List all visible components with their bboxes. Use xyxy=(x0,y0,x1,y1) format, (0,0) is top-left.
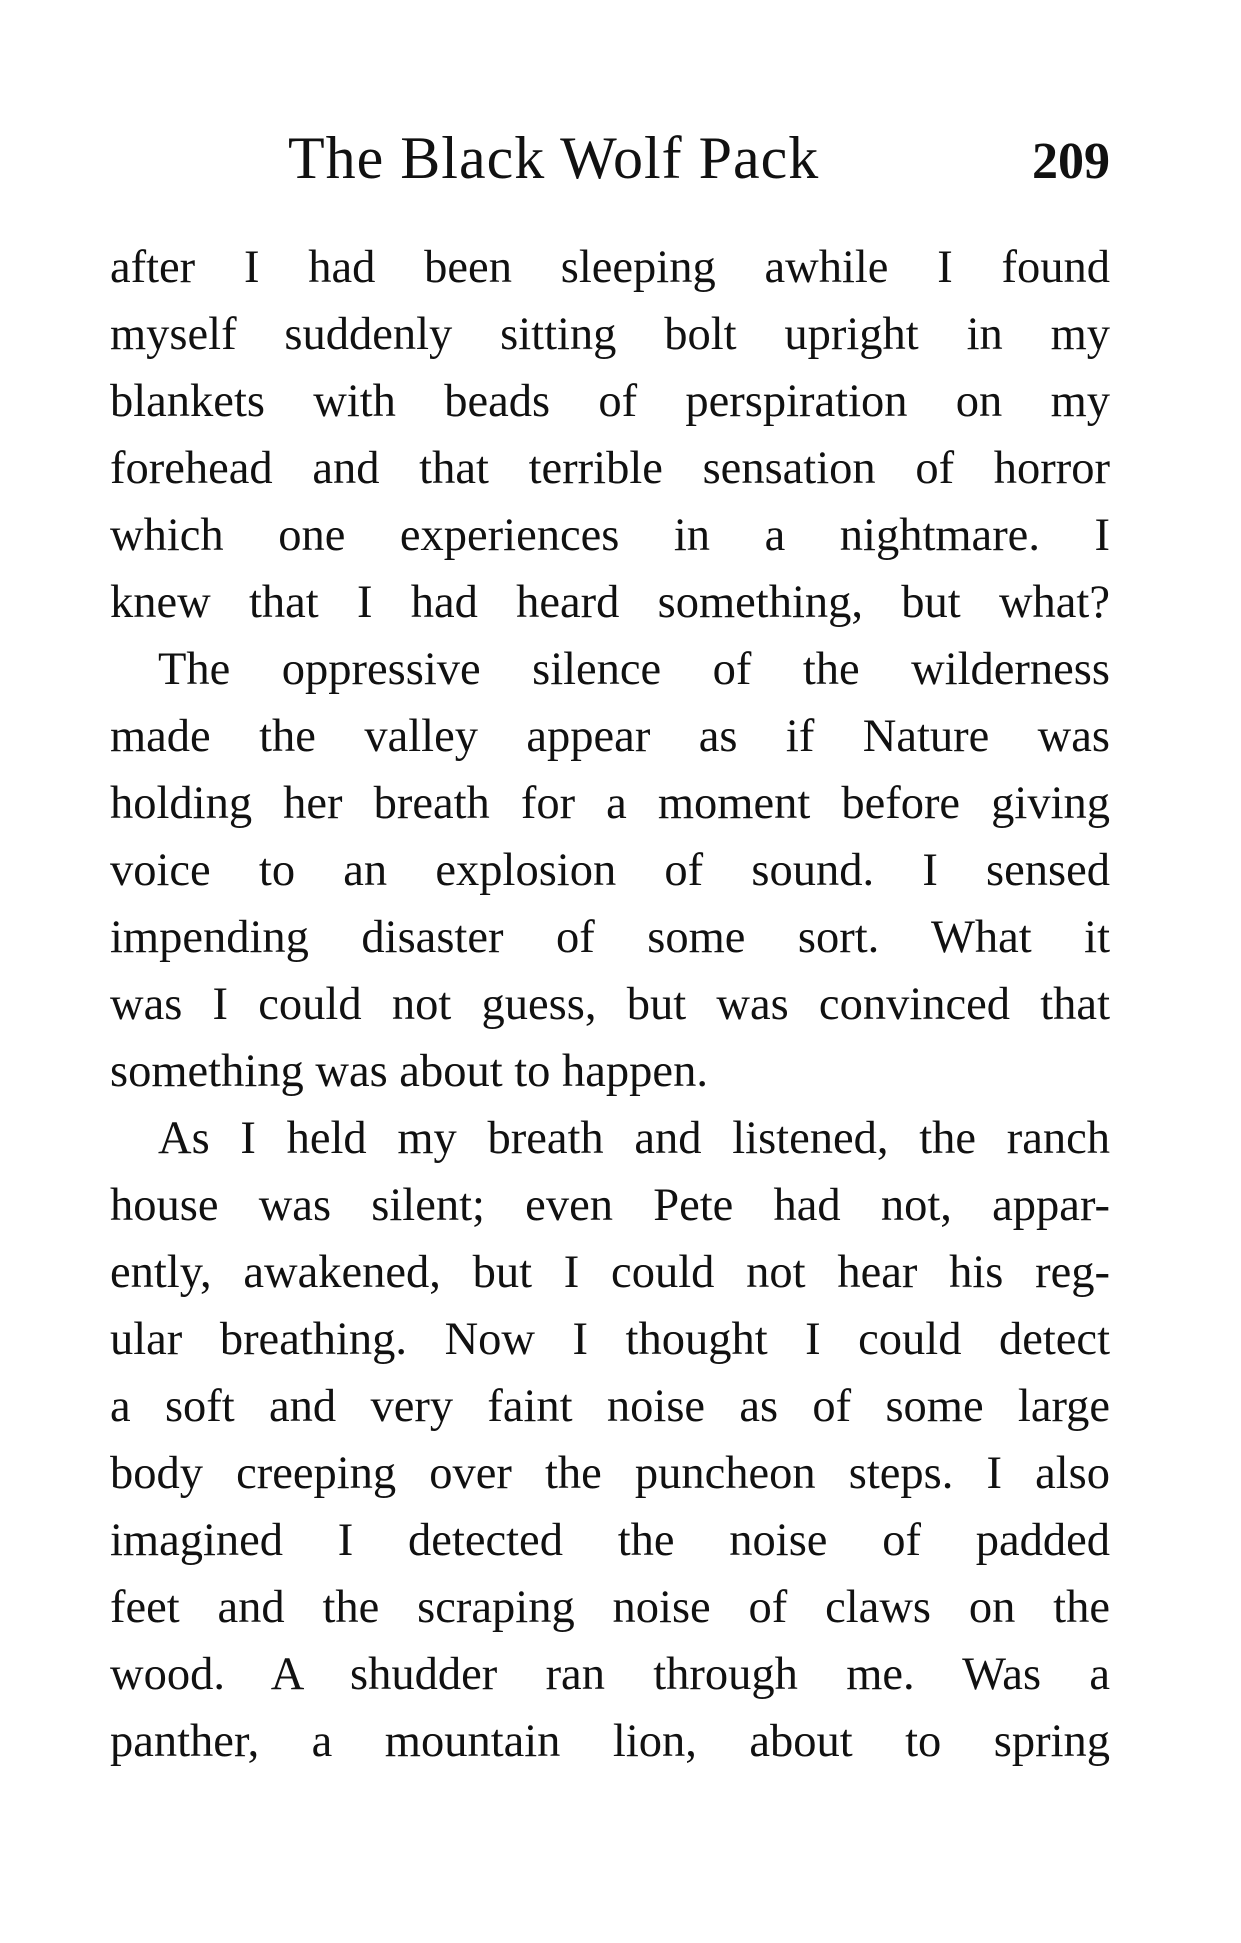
text-line: a soft and very faint noise as of some large xyxy=(110,1381,1110,1432)
paragraph-2 xyxy=(110,636,1110,1105)
text-line: forehead and that terrible sensation of horror xyxy=(110,443,1110,494)
body-text xyxy=(110,234,1110,1775)
text-line: made the valley appear as if Nature was xyxy=(110,711,1110,762)
text-line: voice to an explosion of sound. I sensed xyxy=(110,845,1110,896)
text-line: feet and the scraping noise of claws on the xyxy=(110,1582,1110,1633)
text-line: As I held my breath and listened, the ranch xyxy=(158,1113,1110,1164)
paragraph-3 xyxy=(110,1105,1110,1775)
text-line: impending disaster of some sort. What it xyxy=(110,912,1110,963)
text-line: ently, awakened, but I could not hear his reg- xyxy=(110,1247,1110,1298)
page-header xyxy=(110,118,1110,198)
text-line: was I could not guess, but was convinced that xyxy=(110,979,1110,1030)
text-line: which one experiences in a nightmare. I xyxy=(110,510,1110,561)
text-line: ular breathing. Now I thought I could detect xyxy=(110,1314,1110,1365)
text-line: The oppressive silence of the wilderness xyxy=(158,644,1110,695)
text-line: holding her breath for a moment before giving xyxy=(110,778,1110,829)
text-line: myself suddenly sitting bolt upright in my xyxy=(110,309,1110,360)
text-line: house was silent; even Pete had not, appar- xyxy=(110,1180,1110,1231)
text-line: imagined I detected the noise of padded xyxy=(110,1515,1110,1566)
running-title: The Black Wolf Pack xyxy=(288,125,820,191)
text-line: blankets with beads of perspiration on my xyxy=(110,376,1110,427)
text-line: panther, a mountain lion, about to spring xyxy=(110,1716,1110,1767)
text-line: after I had been sleeping awhile I found xyxy=(110,242,1110,293)
text-line: something was about to happen. xyxy=(110,1046,708,1097)
text-line: body creeping over the puncheon steps. I also xyxy=(110,1448,1110,1499)
text-line: knew that I had heard something, but what? xyxy=(110,577,1110,628)
paragraph-1 xyxy=(110,234,1110,636)
text-line: wood. A shudder ran through me. Was a xyxy=(110,1649,1110,1700)
page-number: 209 xyxy=(1032,133,1110,190)
